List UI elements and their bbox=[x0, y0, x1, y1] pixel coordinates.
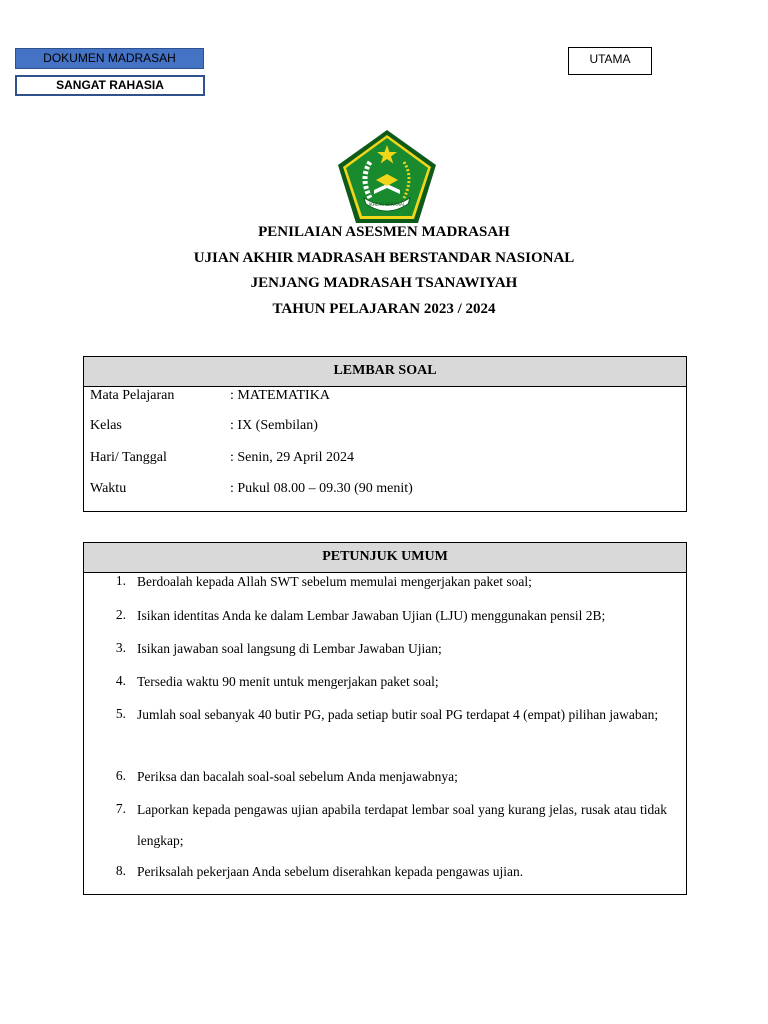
info-value: : Pukul 08.00 – 09.30 (90 menit) bbox=[230, 481, 413, 496]
petunjuk-umum-box bbox=[83, 542, 687, 895]
info-value: : Senin, 29 April 2024 bbox=[230, 450, 355, 465]
item-number: 1. bbox=[115, 573, 126, 588]
info-value: : IX (Sembilan) bbox=[230, 418, 318, 433]
lembar-soal-title: LEMBAR SOAL bbox=[84, 357, 686, 387]
item-text: Periksa dan bacalah soal-soal sebelum Anda menjawabnya; bbox=[137, 769, 458, 784]
item-text: Isikan identitas Anda ke dalam Lembar Jawaban Ujian (LJU) menggunakan pensil 2B; bbox=[137, 608, 606, 623]
item-text: Berdoalah kepada Allah SWT sebelum memulai mengerjakan paket soal; bbox=[137, 574, 532, 589]
item-number: 7. bbox=[115, 801, 126, 816]
item-number: 4. bbox=[115, 673, 126, 688]
lembar-soal-box bbox=[83, 356, 687, 512]
petunjuk-umum-title: PETUNJUK UMUM bbox=[84, 543, 686, 573]
item-number: 2. bbox=[115, 607, 126, 622]
package-type-label: UTAMA bbox=[568, 47, 652, 75]
logo-ribbon-text: IKHLAS BERAMAL bbox=[368, 202, 406, 207]
item-number: 6. bbox=[115, 768, 126, 783]
item-text: Isikan jawaban soal langsung di Lembar Jawaban Ujian; bbox=[137, 641, 442, 656]
document-type-label: DOKUMEN MADRASAH bbox=[15, 48, 204, 69]
info-label: Mata Pelajaran bbox=[90, 388, 175, 403]
item-text: Laporkan kepada pengawas ujian apabila terdapat lembar soal yang kurang jelas, rusak atau tidak lengkap; bbox=[137, 802, 667, 848]
heading-line-2: UJIAN AKHIR MADRASAH BERSTANDAR NASIONAL bbox=[193, 250, 575, 266]
confidentiality-label: SANGAT RAHASIA bbox=[15, 75, 205, 96]
item-number: 5. bbox=[115, 706, 126, 721]
item-text: Tersedia waktu 90 menit untuk mengerjakan paket soal; bbox=[137, 674, 439, 689]
item-text: Periksalah pekerjaan Anda sebelum diserahkan kepada pengawas ujian. bbox=[137, 864, 524, 879]
item-text: Jumlah soal sebanyak 40 butir PG, pada setiap butir soal PG terdapat 4 (empat) pilihan jawaban; bbox=[137, 707, 659, 722]
item-number: 8. bbox=[115, 863, 126, 878]
kemenag-emblem-icon bbox=[336, 128, 438, 226]
item-number: 3. bbox=[115, 640, 126, 655]
heading-line-1: PENILAIAN ASESMEN MADRASAH bbox=[258, 224, 510, 240]
info-label: Hari/ Tanggal bbox=[90, 450, 167, 465]
heading-line-4: TAHUN PELAJARAN 2023 / 2024 bbox=[272, 301, 496, 317]
info-value: : MATEMATIKA bbox=[230, 388, 330, 403]
info-label: Kelas bbox=[90, 418, 122, 433]
heading-line-3: JENJANG MADRASAH TSANAWIYAH bbox=[250, 275, 518, 291]
info-label: Waktu bbox=[90, 481, 127, 496]
